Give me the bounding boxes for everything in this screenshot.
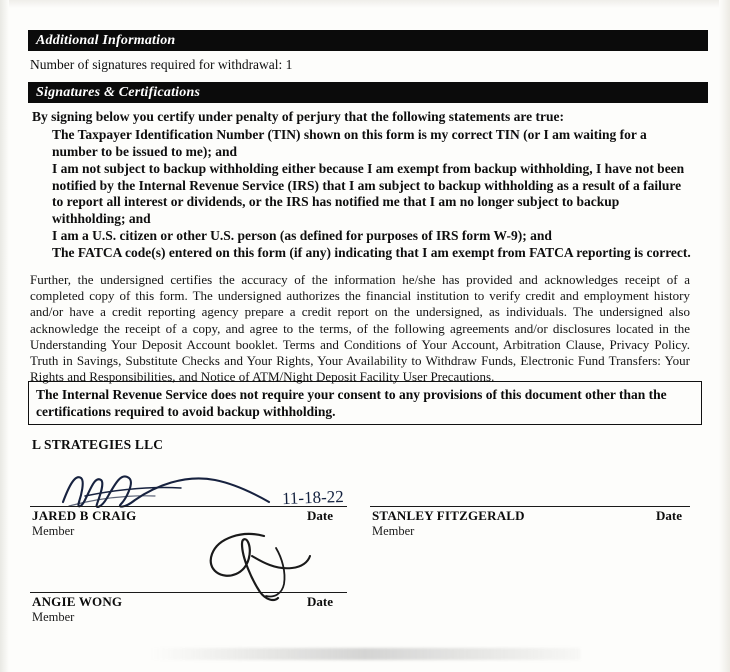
signature-role-jared-b-craig: Member — [32, 524, 75, 538]
irs-notice-text: The Internal Revenue Service does not require your consent to any provisions of this document other than the certifications required to avoid backup withholding. — [36, 387, 667, 419]
signature-date-value-jared-b-craig: 11-18-22 — [281, 486, 344, 509]
date-label-jared-b-craig: Date — [307, 508, 333, 523]
date-label-angie-wong: Date — [307, 594, 333, 609]
signature-line-jared-b-craig[interactable] — [30, 506, 347, 507]
signature-mark-jared-b-craig — [55, 466, 275, 511]
certification-intro: By signing below you certify under penalty of perjury that the following statements are true: — [32, 109, 564, 124]
entity-name: L STRATEGIES LLC — [32, 437, 164, 452]
signature-role-angie-wong: Member — [32, 610, 75, 624]
signature-line-angie-wong[interactable] — [30, 592, 347, 593]
certification-item-3: I am a U.S. citizen or other U.S. person (as defined for purposes of IRS form W-9); and — [52, 228, 552, 243]
certification-item-2: I am not subject to backup withholding either because I am exempt from backup withholding, I have not been notified by the Internal Revenue Service (IRS) that I am subject to backup withholding as a result of a failure to report all interest or dividends, or the IRS has notified me that I am no longer subject to backup withholding; and — [52, 161, 685, 226]
page-footer-smudge — [150, 648, 580, 660]
signature-name-jared-b-craig: JARED B CRAIG — [32, 508, 137, 523]
date-label-stanley-fitzgerald: Date — [656, 508, 682, 523]
further-certification-paragraph: Further, the undersigned certifies the accuracy of the information he/she has provided and acknowledges receipt of a completed copy of this form. The undersigned authorizes the financial institution to verify credit and employment history and/or have a credit reporting agency prepare a credit report on the undersigned, as individuals. The undersigned also acknowledge the receipt of a copy, and agree to the terms, of the following agreements and/or disclosures located in the Understanding Your Deposit Account booklet. Terms and Conditions of Your Account, Arbitration Clause, Privacy Policy. Truth in Savings, Substitute Checks and Your Rights, Your Availability to Withdraw Funds, Electronic Fund Transfers: Your Rights and Responsibilities, and Notice of ATM/Night Deposit Facility User Precautions. — [30, 272, 690, 385]
certification-item-1: The Taxpayer Identification Number (TIN) shown on this form is my correct TIN (or I am waiting for a number to be issued to me); and — [52, 127, 647, 159]
certification-item-4: The FATCA code(s) entered on this form (if any) indicating that I am exempt from FATCA reporting is correct. — [52, 245, 691, 260]
section-header-signatures-certifications: Signatures & Certifications — [28, 82, 708, 103]
signatures-required-text: Number of signatures required for withdrawal: 1 — [30, 57, 293, 72]
signature-name-stanley-fitzgerald: STANLEY FITZGERALD — [372, 508, 525, 523]
signature-role-stanley-fitzgerald: Member — [372, 524, 415, 538]
signature-line-stanley-fitzgerald[interactable] — [370, 506, 690, 507]
section-header-additional-information: Additional Information — [28, 30, 708, 51]
signature-name-angie-wong: ANGIE WONG — [32, 594, 123, 609]
